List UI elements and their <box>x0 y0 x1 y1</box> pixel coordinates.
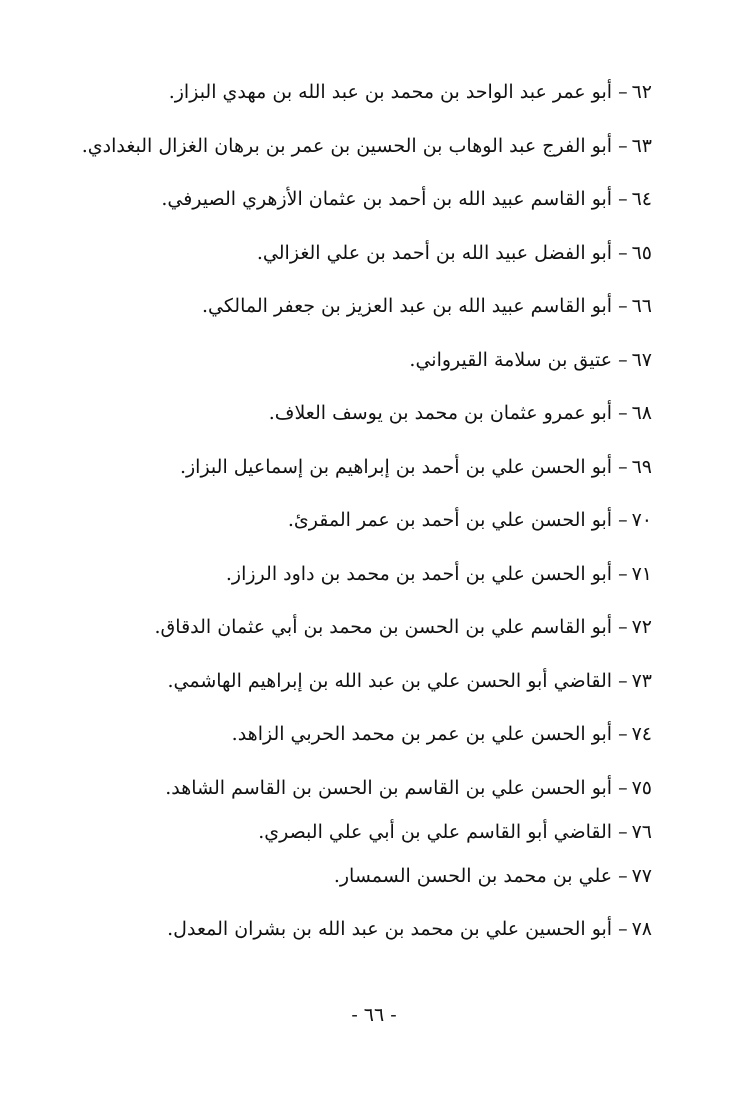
entry-text: أبو الحسن علي بن أحمد بن محمد بن داود الرزاز. <box>225 562 613 585</box>
entry-number: ٧٢ <box>631 616 652 638</box>
entry-number: ٧٧ <box>631 864 652 887</box>
entry-number: ٦٢ <box>631 81 652 103</box>
entry-text: أبو القاسم عبيد الله بن أحمد بن عثمان الأزهري الصيرفي. <box>161 188 613 210</box>
list-item <box>80 340 652 380</box>
entry-number: ٦٨ <box>631 402 652 424</box>
entry-text: أبو الفضل عبيد الله بن أحمد بن علي الغزالي. <box>256 241 613 264</box>
list-item <box>80 768 652 808</box>
list-item <box>80 856 652 896</box>
entry-number: ٧٥ <box>631 776 652 799</box>
entry-text: أبو الحسن علي بن أحمد بن عمر المقرئ. <box>287 509 613 531</box>
entry-dash: – <box>618 402 628 424</box>
list-item <box>80 661 652 701</box>
entry-dash: – <box>618 669 628 692</box>
list-item <box>80 500 652 540</box>
entry-text: أبو عمرو عثمان بن محمد بن يوسف العلاف. <box>268 402 613 424</box>
entry-dash: – <box>618 509 628 531</box>
entry-text: أبو الحسن علي بن القاسم بن الحسن بن القاسم الشاهد. <box>165 776 613 799</box>
entry-text: أبو الحسن علي بن أحمد بن إبراهيم بن إسماعيل البزاز. <box>179 455 613 478</box>
entry-number: ٦٣ <box>631 134 652 157</box>
entry-number: ٧٦ <box>631 820 652 843</box>
entry-number: ٧٠ <box>631 509 652 531</box>
entry-text: أبو القاسم علي بن الحسن بن محمد بن أبي عثمان الدقاق. <box>154 616 613 638</box>
list-item <box>24 126 652 166</box>
entry-text: أبو الحسين علي بن محمد بن عبد الله بن بشران المعدل. <box>167 918 613 940</box>
list-item <box>80 812 652 852</box>
entry-text: أبو الفرج عبد الوهاب بن الحسين بن عمر بن برهان الغزال البغدادي. <box>81 134 613 157</box>
list-item <box>80 447 652 487</box>
entry-dash: – <box>618 295 628 317</box>
list-item <box>80 714 652 754</box>
entry-dash: – <box>618 455 628 478</box>
entry-text: عتيق بن سلامة القيرواني. <box>409 348 613 371</box>
entry-text: القاضي أبو الحسن علي بن عبد الله بن إبراهيم الهاشمي. <box>167 669 613 692</box>
entry-dash: – <box>618 616 628 638</box>
entry-dash: – <box>618 776 628 799</box>
list-item <box>80 393 652 433</box>
entry-text: علي بن محمد بن الحسن السمسار. <box>333 864 613 887</box>
list-item <box>80 909 652 949</box>
entry-text: أبو عمر عبد الواحد بن محمد بن عبد الله بن مهدي البزاز. <box>168 81 613 103</box>
entry-dash: – <box>618 864 628 887</box>
entry-dash: – <box>618 820 628 843</box>
list-item <box>80 179 652 219</box>
list-item <box>80 607 652 647</box>
entry-number: ٦٧ <box>631 348 652 371</box>
entry-number: ٧١ <box>631 562 652 585</box>
page-number: - ٦٦ - <box>351 1004 397 1026</box>
list-item <box>80 72 652 112</box>
entry-dash: – <box>618 562 628 585</box>
entry-number: ٧٣ <box>631 669 652 692</box>
narrator-list <box>80 72 652 963</box>
entry-number: ٦٥ <box>631 241 652 264</box>
entry-dash: – <box>618 241 628 264</box>
list-item <box>80 554 652 594</box>
list-item <box>80 233 652 273</box>
entry-dash: – <box>618 723 628 745</box>
entry-number: ٦٤ <box>631 188 652 210</box>
entry-dash: – <box>618 81 628 103</box>
list-item <box>80 286 652 326</box>
entry-text: أبو الحسن علي بن عمر بن محمد الحربي الزاهد. <box>231 723 613 745</box>
entry-dash: – <box>618 918 628 940</box>
entry-number: ٦٩ <box>631 455 652 478</box>
entry-number: ٧٤ <box>631 723 652 745</box>
entry-text: القاضي أبو القاسم علي بن أبي علي البصري. <box>258 820 613 843</box>
entry-number: ٧٨ <box>631 918 652 940</box>
entry-dash: – <box>618 348 628 371</box>
entry-text: أبو القاسم عبيد الله بن عبد العزيز بن جعفر المالكي. <box>201 295 613 317</box>
entry-dash: – <box>618 134 628 157</box>
entry-dash: – <box>618 188 628 210</box>
entry-number: ٦٦ <box>631 295 652 317</box>
